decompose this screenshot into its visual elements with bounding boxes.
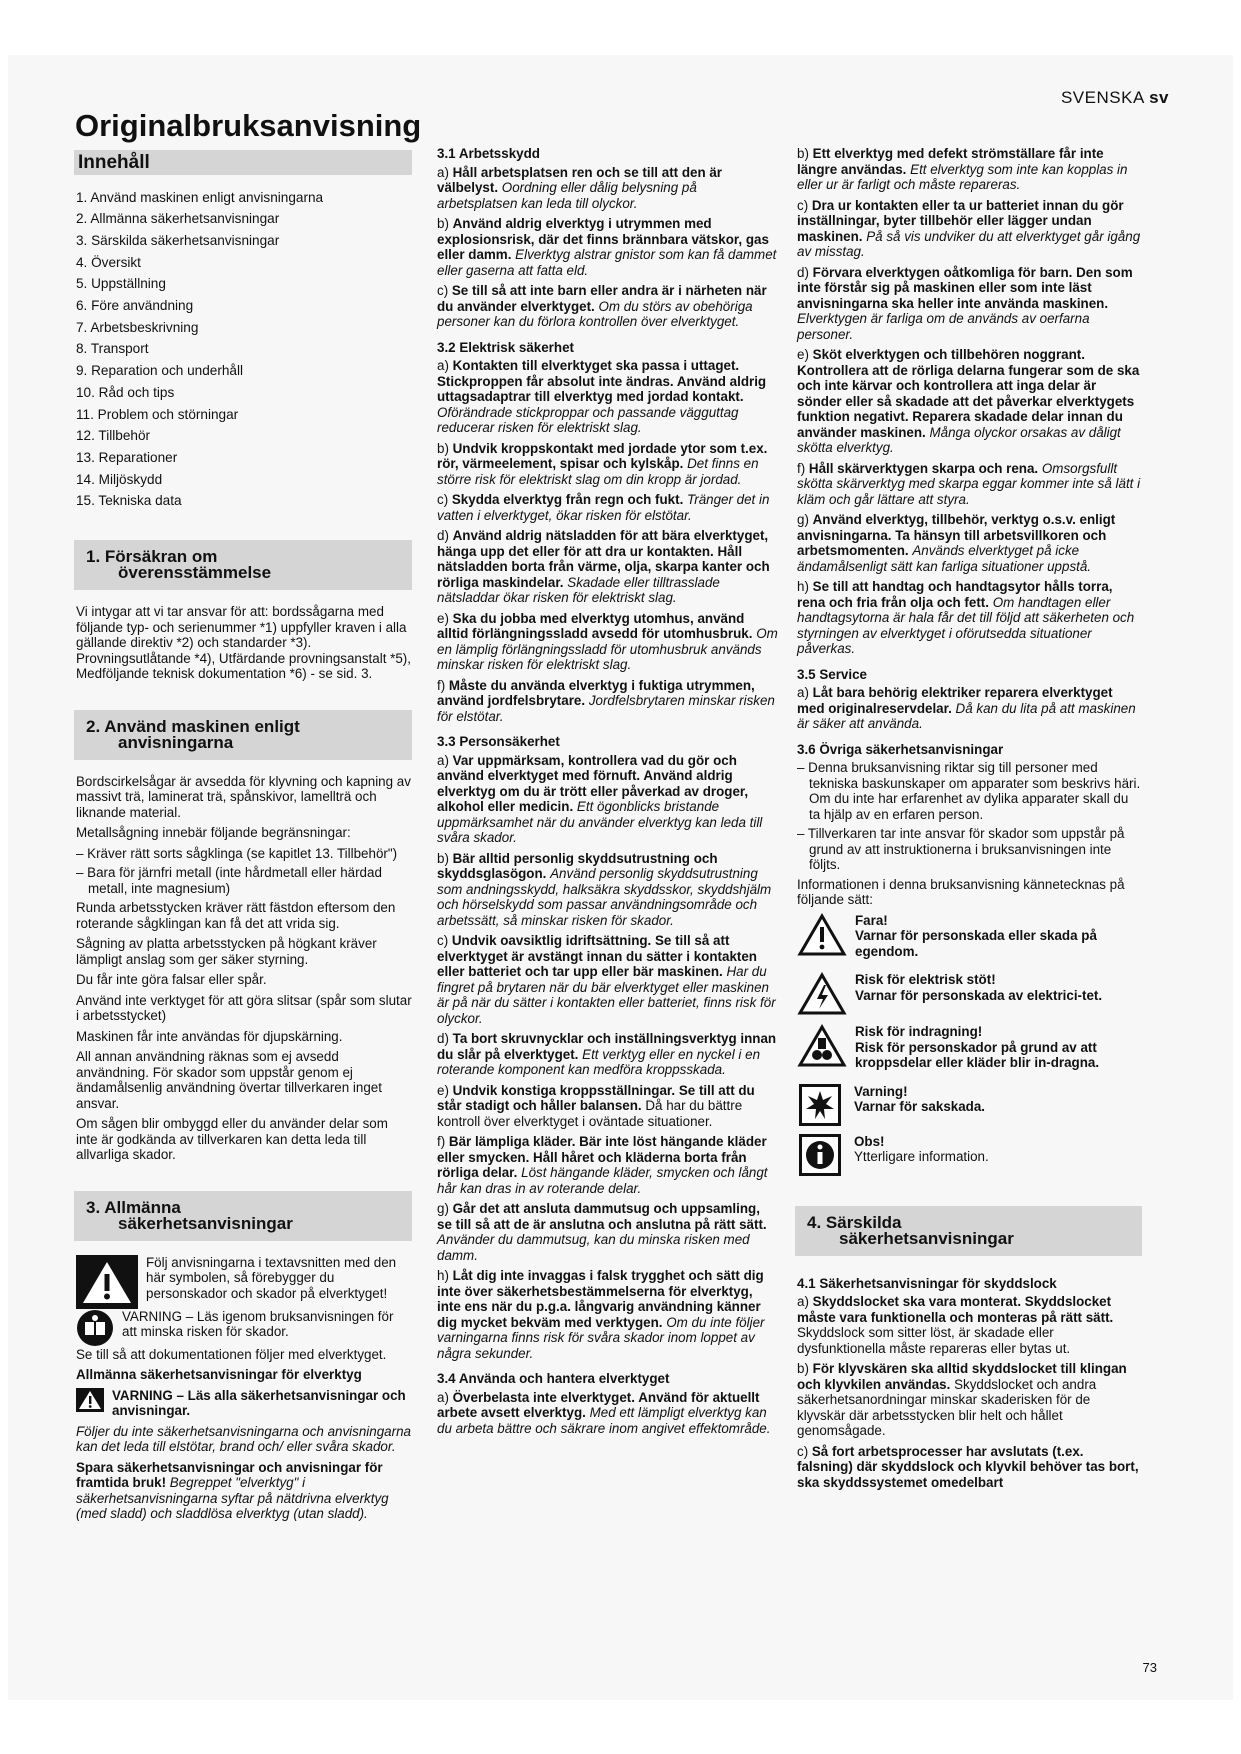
list-item: g) Använd elverktyg, tillbehör, verktyg o.s.v. enligt anvisningarna. Ta hänsyn till arbetsvillkoren och arbetsmomenten. Används elverktyget på icke ändamålsenligt sätt kan farliga situationer uppstå. — [797, 512, 1116, 574]
list-item: a) Håll arbetsplatsen ren och se till att den är välbelyst. Oordning eller dålig belysning på arbetsplatsen kan leda till olyckor. — [437, 164, 723, 211]
subheading: 3.6 Övriga säkerhetsanvisningar — [797, 741, 1004, 757]
list-item: c) Skydda elverktyg från regn och fukt. Tränger det in vatten i elverktyget, ökar risken för elstötar. — [437, 492, 770, 523]
entanglement-icon — [797, 1024, 847, 1068]
warning-symbol-note — [76, 1255, 412, 1309]
list-item: d) Förvara elverktygen oåtkomliga för barn. Den som inte förstår sig på maskinen eller som inte läst anvisningarna ska heller inte använda maskinen. Elverktygen är farliga om de används av oerfarna personer. — [797, 264, 1133, 342]
list-item: b) För klyvskären ska alltid skyddslocket till klingan och klyvkilen användas. Skyddslocket och andra säkerhetsanordningar minskar skaderisken för de klyvskär där arbetsstycken blir helt och hållet genomsågade. — [797, 1361, 1127, 1438]
list-item: a) Var uppmärksam, kontrollera vad du gör och använd elverktyget med förnuft. Använd aldrig elverktyg om du är trött eller påverkad av droger, alkohol eller medicin. Ett ögonblicks bristande uppmärksamhet när du använder elverktyg kan leda till svåra skador. — [437, 752, 763, 845]
paragraph: Informationen i denna bruksanvisning kännetecknas på följande sätt: — [797, 876, 1125, 907]
section-2-heading: 2. Använd maskinen enligt anvisningarna — [74, 710, 412, 760]
list-item: c) Se till så att inte barn eller andra är i närheten när du använder elverktyget. Om du störs av obehöriga personer kan du förlora kontrollen över elverktyget. — [437, 283, 767, 329]
toc-item[interactable]: 2. Allmänna säkerhetsanvisningar — [76, 211, 280, 227]
toc-item[interactable]: 5. Uppställning — [76, 276, 166, 292]
list-item: e) Undvik konstiga kroppsställningar. Se till att du står stadigt och håller balansen. Då har du bättre kontroll över elverktyget i oväntade situationer. — [437, 1082, 755, 1129]
toc-item[interactable]: 15. Tekniska data — [76, 493, 182, 509]
toc-item[interactable]: 3. Särskilda säkerhetsanvisningar — [76, 232, 280, 248]
paragraph: Bordscirkelsågar är avsedda för klyvning och kapning av massivt trä, laminerat trä, spånskivor, lamellträ och liknande material. — [76, 773, 411, 820]
symbol-electric — [797, 972, 1142, 1016]
list-item: b) Ett elverktyg med defekt strömställare får inte längre användas. Ett elverktyg som inte kan kopplas in eller ur är farligt och måste repareras. — [797, 146, 1128, 192]
symbol-description: Varnar för personskada eller skada på egendom. — [855, 928, 1097, 959]
list-item: f) Bär lämpliga kläder. Bär inte löst hängande kläder eller smycken. Håll håret och kläderna borta från rörliga delar. Löst hängande kläder, smycken och långt hår kan dras in av roterande delar. — [437, 1134, 768, 1196]
list-item: e) Sköt elverktygen och tillbehören noggrant. Kontrollera att de rörliga delarna fungerar som de ska och inte kärvar och kontrollera att inga delar är sönder eller så skadade att det påverkar elverktygets funktion negativt. Reparera skadade delar innan du använder maskinen. Många olyckor orsakas av dåligt skötta elverktyg. — [797, 347, 1140, 455]
symbol-entanglement — [797, 1024, 1142, 1076]
property-damage-icon — [799, 1084, 841, 1126]
symbol-info — [797, 1134, 1142, 1176]
warning-read-all — [76, 1388, 412, 1424]
list-item: d) Använd aldrig nätsladden för att bära elverktyget, hänga upp det eller för att dra ur kontakten. Håll nätsladden borta från värme, olja, skarpa kanter och rörliga maskindelar. Skadade eller tilltrasslade nätsladdar ökar risken för elektriskt slag. — [437, 528, 770, 605]
symbol-description: Ytterligare information. — [854, 1149, 989, 1164]
symbol-title: Fara! — [855, 912, 888, 928]
paragraph: Runda arbetsstycken kräver rätt fästdon eftersom den roterande sågklingan kan få det att vrida sig. — [76, 900, 396, 931]
list-item: c) Undvik oavsiktlig idriftsättning. Se till så att elverktyget är avstängt innan du sätter i kontakten eller batteriet och tar upp eller bär maskinen. Har du fingret på brytaren när du bär elverktyget eller maskinen är på när du sätter i kontakten eller batteriet, finns risk för olyckor. — [437, 933, 776, 1026]
toc-item[interactable]: 8. Transport — [76, 341, 149, 357]
info-icon — [799, 1134, 841, 1176]
subheading: 4.1 Säkerhetsanvisningar för skyddslock — [797, 1275, 1057, 1291]
list-item: – Kräver rätt sorts sågklinga (se kapitlet 13. Tillbehör") — [76, 845, 398, 861]
section-3-heading: 3. Allmänna säkerhetsanvisningar — [74, 1191, 412, 1241]
toc-item[interactable]: 10. Råd och tips — [76, 384, 175, 400]
electric-shock-icon — [797, 972, 847, 1016]
paragraph: Följer du inte säkerhetsanvisningarna och anvisningarna kan det leda till elstötar, brand och/ eller svåra skador. — [76, 1423, 411, 1455]
paragraph: Maskinen får inte användas för djupskärning. — [76, 1028, 343, 1044]
toc-title: Innehåll — [74, 150, 412, 175]
toc-item[interactable]: 9. Reparation och underhåll — [76, 363, 244, 379]
symbol-title: Obs! — [854, 1133, 885, 1149]
symbol-description: Varnar för personskada av elektrici-tet. — [855, 987, 1103, 1003]
list-item: – Tillverkaren tar inte ansvar för skador som uppstår på grund av att instruktionerna i bruksanvisningen inte följts. — [797, 826, 1125, 872]
column-left — [76, 150, 412, 1527]
table-of-contents — [76, 187, 412, 513]
list-item: – Denna bruksanvisning riktar sig till personer med tekniska baskunskaper om apparater som beskrivs häri. Om du inte har erfarenhet av dylika apparater skall du ta hjälp av en erfaren person. — [797, 760, 1141, 822]
list-item: b) Använd aldrig elverktyg i utrymmen med explosionsrisk, där det finns brännbara vätskor, gas eller damm. Elverktyg alstrar gnistor som kan få dammet eller gaserna att fatta eld. — [437, 216, 777, 278]
subheading: 3.2 Elektrisk säkerhet — [437, 339, 574, 355]
list-item: a) Låt bara behörig elektriker reparera elverktyget med originalreservdelar. Då kan du lita på att maskinen är säker att använda. — [797, 685, 1136, 731]
list-item: c) Dra ur kontakten eller ta ur batteriet innan du gör inställningar, byter tillbehör eller lägger undan maskinen. På så vis undviker du att elverktyget går igång av misstag. — [797, 197, 1141, 259]
paragraph: Om sågen blir ombyggd eller du använder delar som inte är godkända av tillverkaren kan detta leda till allvarliga skador. — [76, 1116, 388, 1163]
column-right — [797, 146, 1142, 1495]
toc-item[interactable]: 1. Använd maskinen enligt anvisningarna — [76, 189, 324, 205]
section-4-heading: 4. Särskilda säkerhetsanvisningar — [795, 1206, 1142, 1256]
subheading: 3.1 Arbetsskydd — [437, 146, 540, 161]
list-item: f) Håll skärverktygen skarpa och rena. Omsorgsfullt skötta skärverktyg med skarpa eggar kommer inte så lätt i kläm och går lättare att styra. — [797, 460, 1141, 507]
symbol-danger — [797, 913, 1142, 965]
symbol-title: Risk för indragning! — [855, 1024, 983, 1039]
list-item: c) Så fort arbetsprocesser har avslutats (t.ex. falsning) där skyddslock och klyvkil behöver tas bort, ska skyddssystemet omedelbart — [797, 1443, 1139, 1490]
read-manual-icon — [76, 1309, 114, 1347]
toc-item[interactable]: 6. Före användning — [76, 298, 194, 314]
subheading: 3.3 Personsäkerhet — [437, 734, 560, 749]
toc-item[interactable]: 4. Översikt — [76, 254, 141, 270]
paragraph: Metallsågning innebär följande begränsningar: — [76, 825, 351, 841]
read-manual-note — [76, 1309, 412, 1347]
symbol-description: Varnar för sakskada. — [854, 1099, 986, 1114]
paragraph: Använd inte verktyget för att göra slitsar (spår som slutar i arbetsstycket) — [76, 992, 412, 1024]
toc-item[interactable]: 13. Reparationer — [76, 449, 178, 465]
subheading: 3.4 Använda och hantera elverktyget — [437, 1371, 670, 1386]
warning-triangle-icon — [76, 1255, 138, 1309]
toc-item[interactable]: 14. Miljöskydd — [76, 471, 163, 487]
list-item: h) Se till att handtag och handtagsytor hålls torra, rena och fria från olja och fett. Om handtagen eller handtagsytorna är hala får det till följd att säkerheten och styrningen av elverktyget i oförutsedda situationer påverkas. — [797, 579, 1135, 656]
subheading: Allmänna säkerhetsanvisningar för elverktyg — [76, 1367, 362, 1383]
symbol-property-damage — [797, 1084, 1142, 1126]
paragraph: Spara säkerhetsanvisningar och anvisningar för framtida bruk! Begreppet "elverktyg" i säkerhetsanvisningarna syftar på nätdrivna elverktyg (med sladd) och sladdlösa elverktyg (utan sladd). — [76, 1459, 389, 1522]
paragraph: Se till så att dokumentationen följer med elverktyget. — [76, 1346, 387, 1362]
list-item: d) Ta bort skruvnycklar och inställningsverktyg innan du slår på elverktyget. Ett verktyg eller en nyckel i en roterande komponent kan medföra kroppsskada. — [437, 1031, 777, 1077]
toc-item[interactable]: 11. Problem och störningar — [76, 406, 239, 422]
warning-triangle-icon — [76, 1388, 104, 1412]
symbol-title: Varning! — [854, 1083, 908, 1099]
paragraph: Följ anvisningarna i textavsnitten med den här symbolen, så förebygger du personskador och skador på elverktyget! — [146, 1254, 397, 1301]
list-item: – Bara för järnfri metall (inte hårdmetall eller härdad metall, inte magnesium) — [76, 865, 382, 896]
list-item: a) Skyddslocket ska vara monterat. Skyddslocket måste vara funktionella och monteras på rätt sätt. Skyddslock som sitter löst, är skadade eller dysfunktionella måste repareras eller bytas ut. — [797, 1294, 1114, 1356]
danger-triangle-icon — [797, 913, 847, 957]
list-item: g) Går det att ansluta dammutsug och uppsamling, se till så att de är anslutna och anslutna på rätt sätt. Använder du dammutsug, kan du minska risken med damm. — [437, 1201, 767, 1263]
list-item: a) Överbelasta inte elverktyget. Använd för aktuellt arbete avsett elverktyg. Med ett lämpligt elverktyg kan du arbeta bättre och säkrare inom angivet effektområde. — [437, 1389, 771, 1436]
column-middle — [437, 146, 778, 1441]
page-title: Originalbruksanvisning — [75, 108, 422, 143]
list-item: h) Låt dig inte invaggas i falsk trygghet och sätt dig inte över säkerhetsbestämmelserna för elverktyg, inte ens när du p.g.a. långvarig användning känner dig mycket bekväm med verktygen. Om du inte följer varningarna finns risk för svåra skador inom loppet av några sekunder. — [437, 1268, 765, 1361]
symbol-description: Risk för personskador på grund av att kroppsdelar eller kläder blir in-dragna. — [855, 1039, 1100, 1070]
paragraph: All annan användning räknas som ej avsedd användning. För skador som uppstår genom ej ändamålsenlig användning övertar tillverkaren inget ansvar. — [76, 1049, 382, 1111]
list-item: a) Kontakten till elverktyget ska passa i uttaget. Stickproppen får absolut inte ändras. Använd aldrig uttagsadaptrar till elverktyg med jordad kontakt. Oförändrade stickproppar och passande vägguttag reducerar risken för elektriskt slag. — [437, 358, 767, 435]
language-indicator: SVENSKA sv — [1060, 88, 1169, 107]
section-1-heading: 1. Försäkran om överensstämmelse — [74, 540, 412, 590]
section-1-text: Vi intygar att vi tar ansvar för att: bordssågarna med följande typ- och serienummer *1) uppfyller kraven i alla gällande direktiv *2) och standarder *3). Provningsutlåtande *4), Utfärdande provningsanstalt *5), Medföljande teknisk dokumentation *6) - se sid. 3. — [76, 604, 411, 682]
subheading: 3.5 Service — [797, 666, 867, 682]
paragraph: Sågning av platta arbetsstycken på högkant kräver lämpligt anslag som ger säker styrning. — [76, 936, 377, 967]
paragraph: VARNING – Läs alla säkerhetsanvisningar och anvisningar. — [112, 1387, 406, 1419]
page-number: 73 — [1142, 1660, 1157, 1675]
list-item: f) Måste du använda elverktyg i fuktiga utrymmen, använd jordfelsbrytare. Jordfelsbrytaren minskar risken för elstötar. — [437, 677, 775, 724]
paragraph: Du får inte göra falsar eller spår. — [76, 972, 267, 988]
list-item: b) Bär alltid personlig skyddsutrustning och skyddsglasögon. Använd personlig skyddsutrustning som andningsskydd, halksäkra skyddsskor, skyddshjälm och hörselskydd som passar användningsområde och arbetssätt, så minskar risken för skador. — [437, 850, 772, 928]
paragraph: VARNING – Läs igenom bruksanvisningen för att minska risken för skador. — [122, 1308, 394, 1340]
toc-item[interactable]: 12. Tillbehör — [76, 428, 151, 444]
list-item: e) Ska du jobba med elverktyg utomhus, använd alltid förlängningssladd avsedd för utomhusbruk. Om en lämplig förlängningssladd för utomhusbruk används minskar risken för elektriskt slag. — [437, 610, 778, 672]
list-item: b) Undvik kroppskontakt med jordade ytor som t.ex. rör, värmeelement, spisar och kylskåp. Det finns en större risk för elektriskt slag om din kropp är jordad. — [437, 440, 768, 487]
symbol-title: Risk för elektrisk stöt! — [855, 972, 996, 987]
toc-item[interactable]: 7. Arbetsbeskrivning — [76, 319, 199, 335]
